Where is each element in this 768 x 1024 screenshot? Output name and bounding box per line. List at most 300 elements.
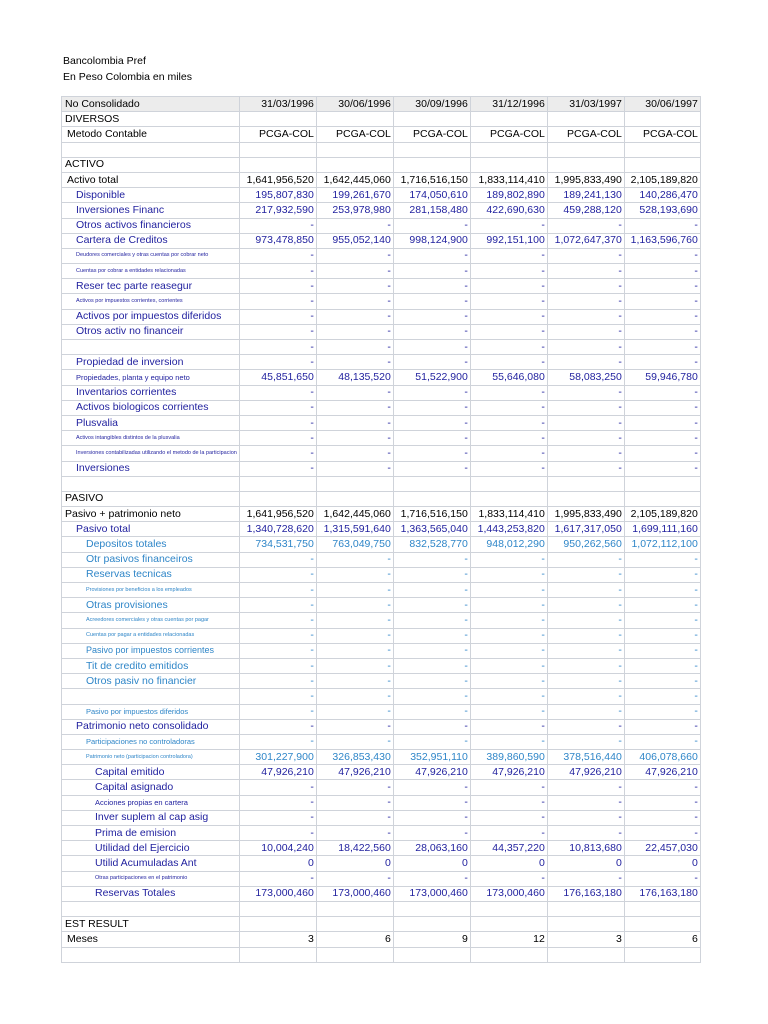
cell-value: - xyxy=(316,355,393,370)
cell-value: - xyxy=(393,871,470,886)
cell-value: - xyxy=(624,795,700,810)
cell-value: 173,000,460 xyxy=(239,886,316,901)
table-row xyxy=(62,309,701,324)
cell-value: - xyxy=(316,400,393,415)
cell-value xyxy=(547,112,624,127)
table-row xyxy=(62,567,701,582)
row-label: Acciones propias en cartera xyxy=(62,795,240,810)
cell-value: 763,049,750 xyxy=(316,537,393,552)
cell-value: 3 xyxy=(239,932,316,947)
row-label: Propiedades, planta y equipo neto xyxy=(62,370,240,385)
cell-value: 176,163,180 xyxy=(547,886,624,901)
cell-value: 378,516,440 xyxy=(547,750,624,765)
table-row xyxy=(62,476,701,491)
cell-value: - xyxy=(624,734,700,749)
table-row xyxy=(62,415,701,430)
cell-value: - xyxy=(316,552,393,567)
cell-value: - xyxy=(470,613,547,628)
table-row xyxy=(62,795,701,810)
cell-value: - xyxy=(393,431,470,446)
cell-value: - xyxy=(470,795,547,810)
row-label: Activos por impuestos diferidos xyxy=(62,309,240,324)
cell-value: - xyxy=(393,613,470,628)
table-row xyxy=(62,826,701,841)
cell-value: - xyxy=(239,309,316,324)
row-label: Otras provisiones xyxy=(62,598,240,613)
cell-value: - xyxy=(470,658,547,673)
row-label: Otr pasivos financeiros xyxy=(62,552,240,567)
cell-value: - xyxy=(470,218,547,233)
cell-value: 55,646,080 xyxy=(470,370,547,385)
cell-value: - xyxy=(547,583,624,598)
cell-value: - xyxy=(547,355,624,370)
cell-value: 1,641,956,520 xyxy=(239,507,316,522)
cell-value: - xyxy=(239,340,316,355)
cell-value: - xyxy=(393,780,470,795)
cell-value: 998,124,900 xyxy=(393,233,470,248)
row-label: Meses xyxy=(62,932,240,947)
cell-value: - xyxy=(470,324,547,339)
row-label: ACTIVO xyxy=(62,157,240,172)
table-row xyxy=(62,491,701,506)
cell-value: - xyxy=(547,826,624,841)
cell-value: - xyxy=(470,400,547,415)
cell-value: - xyxy=(547,400,624,415)
cell-value: - xyxy=(547,415,624,430)
cell-value: 1,617,317,050 xyxy=(547,522,624,537)
table-row xyxy=(62,598,701,613)
company-name: Bancolombia Pref xyxy=(63,55,146,67)
cell-value: - xyxy=(470,294,547,309)
cell-value: - xyxy=(547,871,624,886)
cell-value: - xyxy=(624,461,700,476)
row-label: Capital asignado xyxy=(62,780,240,795)
table-row xyxy=(62,522,701,537)
cell-value: - xyxy=(470,415,547,430)
cell-value: - xyxy=(239,248,316,263)
cell-value: - xyxy=(239,446,316,461)
cell-value: - xyxy=(547,734,624,749)
cell-value: 1,833,114,410 xyxy=(470,507,547,522)
table-row xyxy=(62,810,701,825)
cell-value: 9 xyxy=(393,932,470,947)
cell-value xyxy=(470,901,547,916)
cell-value: - xyxy=(316,689,393,704)
cell-value: - xyxy=(547,264,624,279)
cell-value: - xyxy=(470,704,547,719)
cell-value: - xyxy=(624,567,700,582)
cell-value: 173,000,460 xyxy=(316,886,393,901)
cell-value: - xyxy=(239,826,316,841)
cell-value: - xyxy=(624,400,700,415)
row-label: Pasivo total xyxy=(62,522,240,537)
cell-value: 12 xyxy=(470,932,547,947)
row-label: Provisiones por beneficios a los empleados xyxy=(62,583,240,598)
cell-value: 189,241,130 xyxy=(547,188,624,203)
cell-value: 955,052,140 xyxy=(316,233,393,248)
table-row xyxy=(62,507,701,522)
cell-value: - xyxy=(393,643,470,658)
row-label: Metodo Contable xyxy=(62,127,240,142)
cell-value: - xyxy=(624,279,700,294)
cell-value: 217,932,590 xyxy=(239,203,316,218)
cell-value: - xyxy=(239,567,316,582)
cell-value: 47,926,210 xyxy=(316,765,393,780)
row-label: Otros pasiv no financier xyxy=(62,674,240,689)
cell-value: - xyxy=(470,826,547,841)
cell-value: - xyxy=(393,264,470,279)
cell-value: - xyxy=(624,689,700,704)
cell-value: - xyxy=(470,734,547,749)
cell-value: - xyxy=(393,795,470,810)
cell-value: 1,072,112,100 xyxy=(624,537,700,552)
table-row xyxy=(62,674,701,689)
row-label: Capital emitido xyxy=(62,765,240,780)
table-row xyxy=(62,552,701,567)
table-row xyxy=(62,340,701,355)
row-label: Cartera de Creditos xyxy=(62,233,240,248)
column-header-date: 30/09/1996 xyxy=(393,97,470,112)
cell-value: - xyxy=(470,689,547,704)
cell-value: - xyxy=(239,643,316,658)
cell-value: - xyxy=(624,780,700,795)
cell-value xyxy=(470,947,547,962)
cell-value: 3 xyxy=(547,932,624,947)
cell-value: 28,063,160 xyxy=(393,841,470,856)
cell-value: - xyxy=(239,461,316,476)
cell-value: - xyxy=(624,719,700,734)
cell-value: 326,853,430 xyxy=(316,750,393,765)
financial-table xyxy=(61,96,701,963)
cell-value: - xyxy=(316,795,393,810)
table-row xyxy=(62,628,701,643)
cell-value xyxy=(624,491,700,506)
cell-value: - xyxy=(316,309,393,324)
cell-value xyxy=(393,476,470,491)
cell-value: - xyxy=(547,248,624,263)
cell-value: - xyxy=(624,385,700,400)
cell-value: - xyxy=(547,613,624,628)
cell-value: - xyxy=(470,674,547,689)
cell-value: - xyxy=(316,598,393,613)
row-label: Depositos totales xyxy=(62,537,240,552)
cell-value: - xyxy=(470,628,547,643)
row-label: DIVERSOS xyxy=(62,112,240,127)
cell-value: - xyxy=(470,279,547,294)
cell-value: 1,716,516,150 xyxy=(393,507,470,522)
table-row xyxy=(62,583,701,598)
cell-value: - xyxy=(624,309,700,324)
table-row xyxy=(62,461,701,476)
cell-value: - xyxy=(624,324,700,339)
cell-value: - xyxy=(239,674,316,689)
row-label: Patrimonio neto (participacion controladora) xyxy=(62,750,240,765)
table-row xyxy=(62,886,701,901)
cell-value: - xyxy=(624,613,700,628)
cell-value: 0 xyxy=(624,856,700,871)
cell-value xyxy=(470,491,547,506)
cell-value: 1,995,833,490 xyxy=(547,507,624,522)
cell-value: - xyxy=(470,431,547,446)
cell-value: - xyxy=(239,795,316,810)
cell-value: - xyxy=(393,415,470,430)
cell-value: - xyxy=(393,658,470,673)
cell-value xyxy=(239,901,316,916)
cell-value: 173,000,460 xyxy=(393,886,470,901)
cell-value: 1,699,111,160 xyxy=(624,522,700,537)
row-label: Otros activ no financeir xyxy=(62,324,240,339)
cell-value: 973,478,850 xyxy=(239,233,316,248)
cell-value xyxy=(239,947,316,962)
row-label: Otros activos financieros xyxy=(62,218,240,233)
cell-value xyxy=(470,142,547,157)
cell-value: - xyxy=(470,248,547,263)
cell-value: - xyxy=(470,567,547,582)
cell-value: - xyxy=(470,810,547,825)
cell-value: - xyxy=(393,461,470,476)
row-label: Inver suplem al cap asig xyxy=(62,810,240,825)
cell-value: PCGA-COL xyxy=(470,127,547,142)
cell-value: - xyxy=(239,294,316,309)
row-label: Pasivo + patrimonio neto xyxy=(62,507,240,522)
cell-value: 140,286,470 xyxy=(624,188,700,203)
cell-value: - xyxy=(239,400,316,415)
cell-value: - xyxy=(239,734,316,749)
cell-value: - xyxy=(316,871,393,886)
cell-value: - xyxy=(239,598,316,613)
cell-value: 44,357,220 xyxy=(470,841,547,856)
cell-value xyxy=(239,491,316,506)
cell-value: - xyxy=(547,461,624,476)
cell-value: 47,926,210 xyxy=(239,765,316,780)
cell-value: 1,642,445,060 xyxy=(316,507,393,522)
row-label: Activos intangibles distintos de la plusvalia xyxy=(62,431,240,446)
cell-value: 528,193,690 xyxy=(624,203,700,218)
cell-value: - xyxy=(316,658,393,673)
cell-value: - xyxy=(239,628,316,643)
cell-value: - xyxy=(393,552,470,567)
row-label: EST RESULT xyxy=(62,917,240,932)
cell-value xyxy=(624,476,700,491)
table-row xyxy=(62,446,701,461)
table-row xyxy=(62,917,701,932)
cell-value: 51,522,900 xyxy=(393,370,470,385)
cell-value: - xyxy=(393,628,470,643)
cell-value: - xyxy=(624,871,700,886)
cell-value xyxy=(624,142,700,157)
cell-value: - xyxy=(547,567,624,582)
cell-value: - xyxy=(239,658,316,673)
cell-value: - xyxy=(547,719,624,734)
cell-value: - xyxy=(624,294,700,309)
table-row xyxy=(62,264,701,279)
cell-value: 1,315,591,640 xyxy=(316,522,393,537)
cell-value: - xyxy=(239,385,316,400)
cell-value: 253,978,980 xyxy=(316,203,393,218)
cell-value: 199,261,670 xyxy=(316,188,393,203)
row-label: Activo total xyxy=(62,172,240,187)
cell-value: - xyxy=(239,415,316,430)
column-header-label: No Consolidado xyxy=(62,97,240,112)
table-row xyxy=(62,294,701,309)
cell-value: - xyxy=(393,826,470,841)
table-row xyxy=(62,279,701,294)
cell-value: 47,926,210 xyxy=(624,765,700,780)
cell-value: - xyxy=(393,294,470,309)
cell-value xyxy=(470,112,547,127)
table-row xyxy=(62,901,701,916)
row-label: Plusvalia xyxy=(62,415,240,430)
cell-value xyxy=(624,901,700,916)
table-row xyxy=(62,203,701,218)
cell-value: 1,340,728,620 xyxy=(239,522,316,537)
cell-value: 10,004,240 xyxy=(239,841,316,856)
cell-value: - xyxy=(239,719,316,734)
cell-value: - xyxy=(547,643,624,658)
table-row xyxy=(62,734,701,749)
table-row xyxy=(62,704,701,719)
cell-value: - xyxy=(316,415,393,430)
row-label: Inversiones contabilizadas utilizando el metodo de la participacion xyxy=(62,446,240,461)
cell-value: - xyxy=(547,628,624,643)
table-row xyxy=(62,613,701,628)
cell-value: - xyxy=(547,324,624,339)
cell-value: 0 xyxy=(470,856,547,871)
cell-value: PCGA-COL xyxy=(393,127,470,142)
cell-value: - xyxy=(470,780,547,795)
row-label: PASIVO xyxy=(62,491,240,506)
table-row xyxy=(62,947,701,962)
cell-value: - xyxy=(624,431,700,446)
cell-value: - xyxy=(393,309,470,324)
cell-value: 1,642,445,060 xyxy=(316,172,393,187)
cell-value: - xyxy=(239,810,316,825)
cell-value: 301,227,900 xyxy=(239,750,316,765)
cell-value: - xyxy=(393,583,470,598)
cell-value xyxy=(470,157,547,172)
table-header-row xyxy=(62,97,701,112)
column-header-date: 30/06/1997 xyxy=(624,97,700,112)
cell-value xyxy=(393,491,470,506)
cell-value: - xyxy=(316,826,393,841)
cell-value: 189,802,890 xyxy=(470,188,547,203)
cell-value: - xyxy=(316,248,393,263)
cell-value: 0 xyxy=(547,856,624,871)
cell-value: 948,012,290 xyxy=(470,537,547,552)
row-label: Otras participaciones en el patrimonio xyxy=(62,871,240,886)
cell-value: - xyxy=(239,613,316,628)
table-row xyxy=(62,218,701,233)
cell-value: - xyxy=(316,613,393,628)
cell-value: PCGA-COL xyxy=(316,127,393,142)
cell-value xyxy=(470,917,547,932)
cell-value xyxy=(393,157,470,172)
cell-value xyxy=(239,157,316,172)
cell-value: - xyxy=(470,309,547,324)
cell-value xyxy=(316,901,393,916)
row-label: Utilidad del Ejercicio xyxy=(62,841,240,856)
cell-value: 0 xyxy=(393,856,470,871)
cell-value: - xyxy=(547,309,624,324)
cell-value: - xyxy=(393,704,470,719)
cell-value: - xyxy=(624,704,700,719)
cell-value: 47,926,210 xyxy=(393,765,470,780)
cell-value xyxy=(239,112,316,127)
cell-value: - xyxy=(316,810,393,825)
cell-value: - xyxy=(547,218,624,233)
cell-value: - xyxy=(547,704,624,719)
cell-value: 1,641,956,520 xyxy=(239,172,316,187)
cell-value: 10,813,680 xyxy=(547,841,624,856)
cell-value: - xyxy=(624,218,700,233)
cell-value: 47,926,210 xyxy=(547,765,624,780)
row-label: Participaciones no controladoras xyxy=(62,734,240,749)
cell-value: - xyxy=(470,598,547,613)
row-label: Activos por impuestos corrientes, corrientes xyxy=(62,294,240,309)
row-label: Activos biologicos corrientes xyxy=(62,400,240,415)
cell-value: 174,050,610 xyxy=(393,188,470,203)
table-row xyxy=(62,370,701,385)
row-label: Deudores comerciales y otras cuentas por cobrar neto xyxy=(62,248,240,263)
row-label: Reservas Totales xyxy=(62,886,240,901)
cell-value: - xyxy=(624,446,700,461)
cell-value: - xyxy=(316,294,393,309)
cell-value: - xyxy=(547,780,624,795)
cell-value: - xyxy=(239,780,316,795)
cell-value xyxy=(393,947,470,962)
cell-value: 195,807,830 xyxy=(239,188,316,203)
table-row xyxy=(62,127,701,142)
cell-value: - xyxy=(393,567,470,582)
cell-value xyxy=(393,112,470,127)
cell-value: - xyxy=(624,340,700,355)
cell-value: - xyxy=(316,446,393,461)
cell-value: - xyxy=(316,218,393,233)
cell-value: - xyxy=(470,719,547,734)
cell-value xyxy=(393,917,470,932)
cell-value: - xyxy=(547,340,624,355)
cell-value: - xyxy=(547,294,624,309)
cell-value: - xyxy=(547,431,624,446)
cell-value: - xyxy=(393,324,470,339)
cell-value xyxy=(393,901,470,916)
row-label: Tit de credito emitidos xyxy=(62,658,240,673)
cell-value: 1,363,565,040 xyxy=(393,522,470,537)
table-row xyxy=(62,932,701,947)
column-header-date: 31/03/1997 xyxy=(547,97,624,112)
table-row xyxy=(62,355,701,370)
cell-value: - xyxy=(624,552,700,567)
cell-value: - xyxy=(316,674,393,689)
cell-value: - xyxy=(316,583,393,598)
table-row xyxy=(62,188,701,203)
cell-value: - xyxy=(316,340,393,355)
cell-value xyxy=(547,476,624,491)
cell-value: - xyxy=(470,583,547,598)
table-row xyxy=(62,172,701,187)
cell-value: - xyxy=(316,719,393,734)
cell-value xyxy=(316,157,393,172)
cell-value xyxy=(547,901,624,916)
cell-value xyxy=(316,142,393,157)
table-row xyxy=(62,233,701,248)
cell-value: 281,158,480 xyxy=(393,203,470,218)
cell-value: - xyxy=(547,279,624,294)
cell-value: - xyxy=(316,643,393,658)
cell-value: - xyxy=(239,324,316,339)
cell-value: - xyxy=(624,674,700,689)
cell-value: - xyxy=(624,264,700,279)
